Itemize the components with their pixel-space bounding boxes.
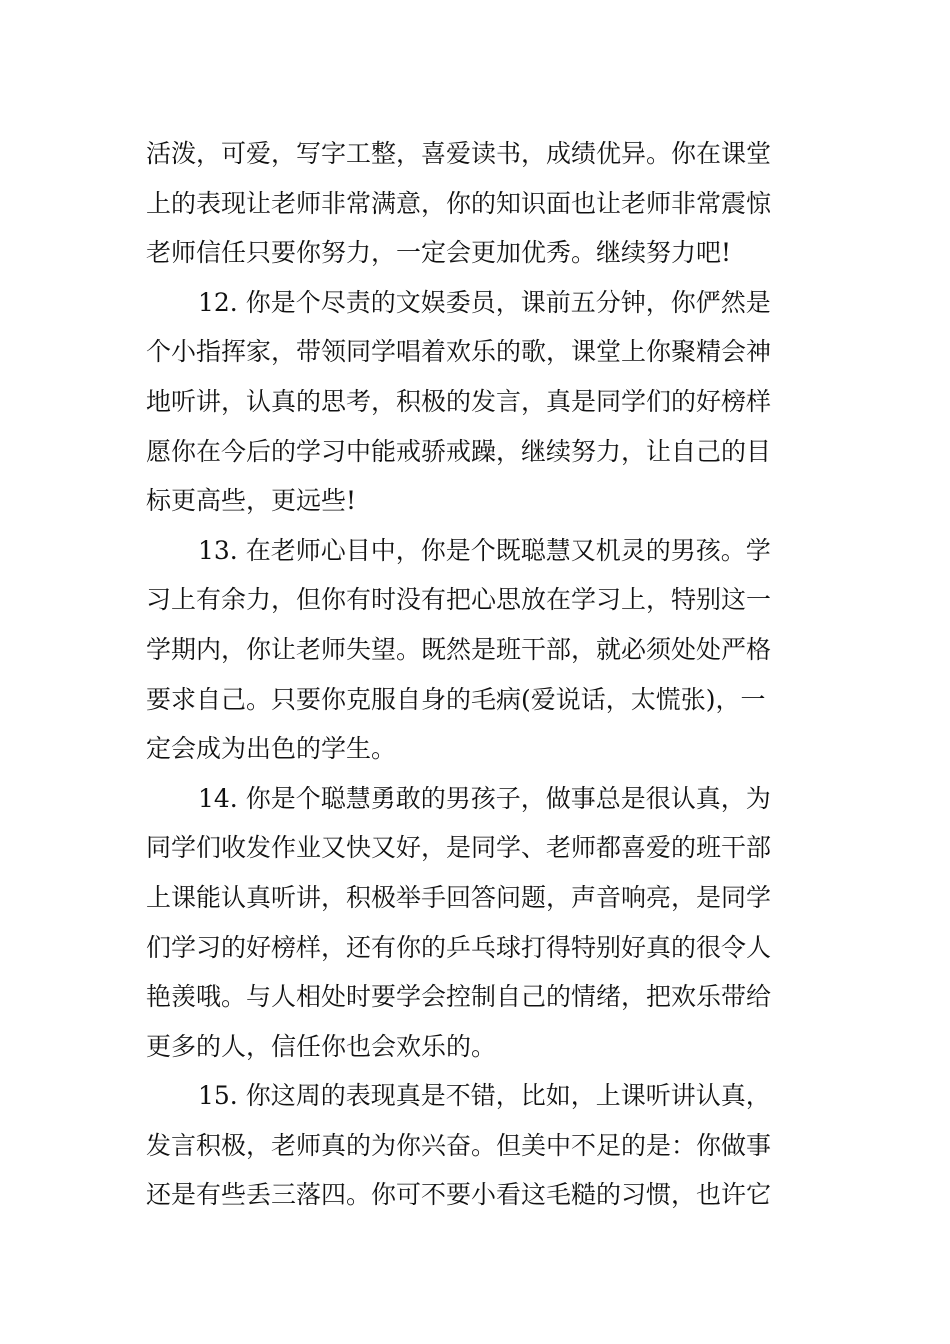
text-line: 愿你在今后的学习中能戒骄戒躁，继续努力，让自己的目 xyxy=(146,436,772,466)
text-line: 地听讲，认真的思考，积极的发言，真是同学们的好榜样 xyxy=(146,386,772,416)
paragraph-15-start: 15. 你这周的表现真是不错，比如，上课听讲认真， xyxy=(198,1081,771,1111)
text-line: 习上有余力，但你有时没有把心思放在学习上，特别这一 xyxy=(146,585,772,615)
text-line: 发言积极，老师真的为你兴奋。但美中不足的是：你做事 xyxy=(146,1130,772,1160)
text-line: 艳羡哦。与人相处时要学会控制自己的情绪，把欢乐带给 xyxy=(146,982,772,1012)
text-line: 活泼，可爱，写字工整，喜爱读书，成绩优异。你在课堂 xyxy=(146,139,772,168)
text-line: 上的表现让老师非常满意，你的知识面也让老师非常震惊 xyxy=(146,188,772,218)
text-line: 老师信任只要你努力，一定会更加优秀。继续努力吧! xyxy=(146,238,732,268)
text-line: 们学习的好榜样，还有你的乒乓球打得特别好真的很令人 xyxy=(146,932,772,962)
text-line: 标更高些，更远些! xyxy=(146,486,357,516)
text-line: 还是有些丢三落四。你可不要小看这毛糙的习惯，也许它 xyxy=(146,1180,772,1210)
paragraph-12-start: 12. 你是个尽责的文娱委员，课前五分钟，你俨然是 xyxy=(198,287,771,317)
text-line: 上课能认真听讲，积极举手回答问题，声音响亮，是同学 xyxy=(146,882,772,912)
text-line: 更多的人，信任你也会欢乐的。 xyxy=(146,1031,497,1061)
text-line: 要求自己。只要你克服自身的毛病(爱说话，太慌张)，一 xyxy=(146,684,766,714)
text-line: 同学们收发作业又快又好，是同学、老师都喜爱的班干部 xyxy=(146,833,772,863)
paragraph-14-start: 14. 你是个聪慧勇敢的男孩子，做事总是很认真，为 xyxy=(198,783,771,813)
text-line: 学期内，你让老师失望。既然是班干部，就必须处处严格 xyxy=(146,634,772,664)
document-body xyxy=(146,129,816,1220)
paragraph-13-start: 13. 在老师心目中，你是个既聪慧又机灵的男孩。学 xyxy=(198,535,771,565)
text-line: 个小指挥家，带领同学唱着欢乐的歌，课堂上你聚精会神 xyxy=(146,337,772,367)
text-line: 定会成为出色的学生。 xyxy=(146,734,397,764)
